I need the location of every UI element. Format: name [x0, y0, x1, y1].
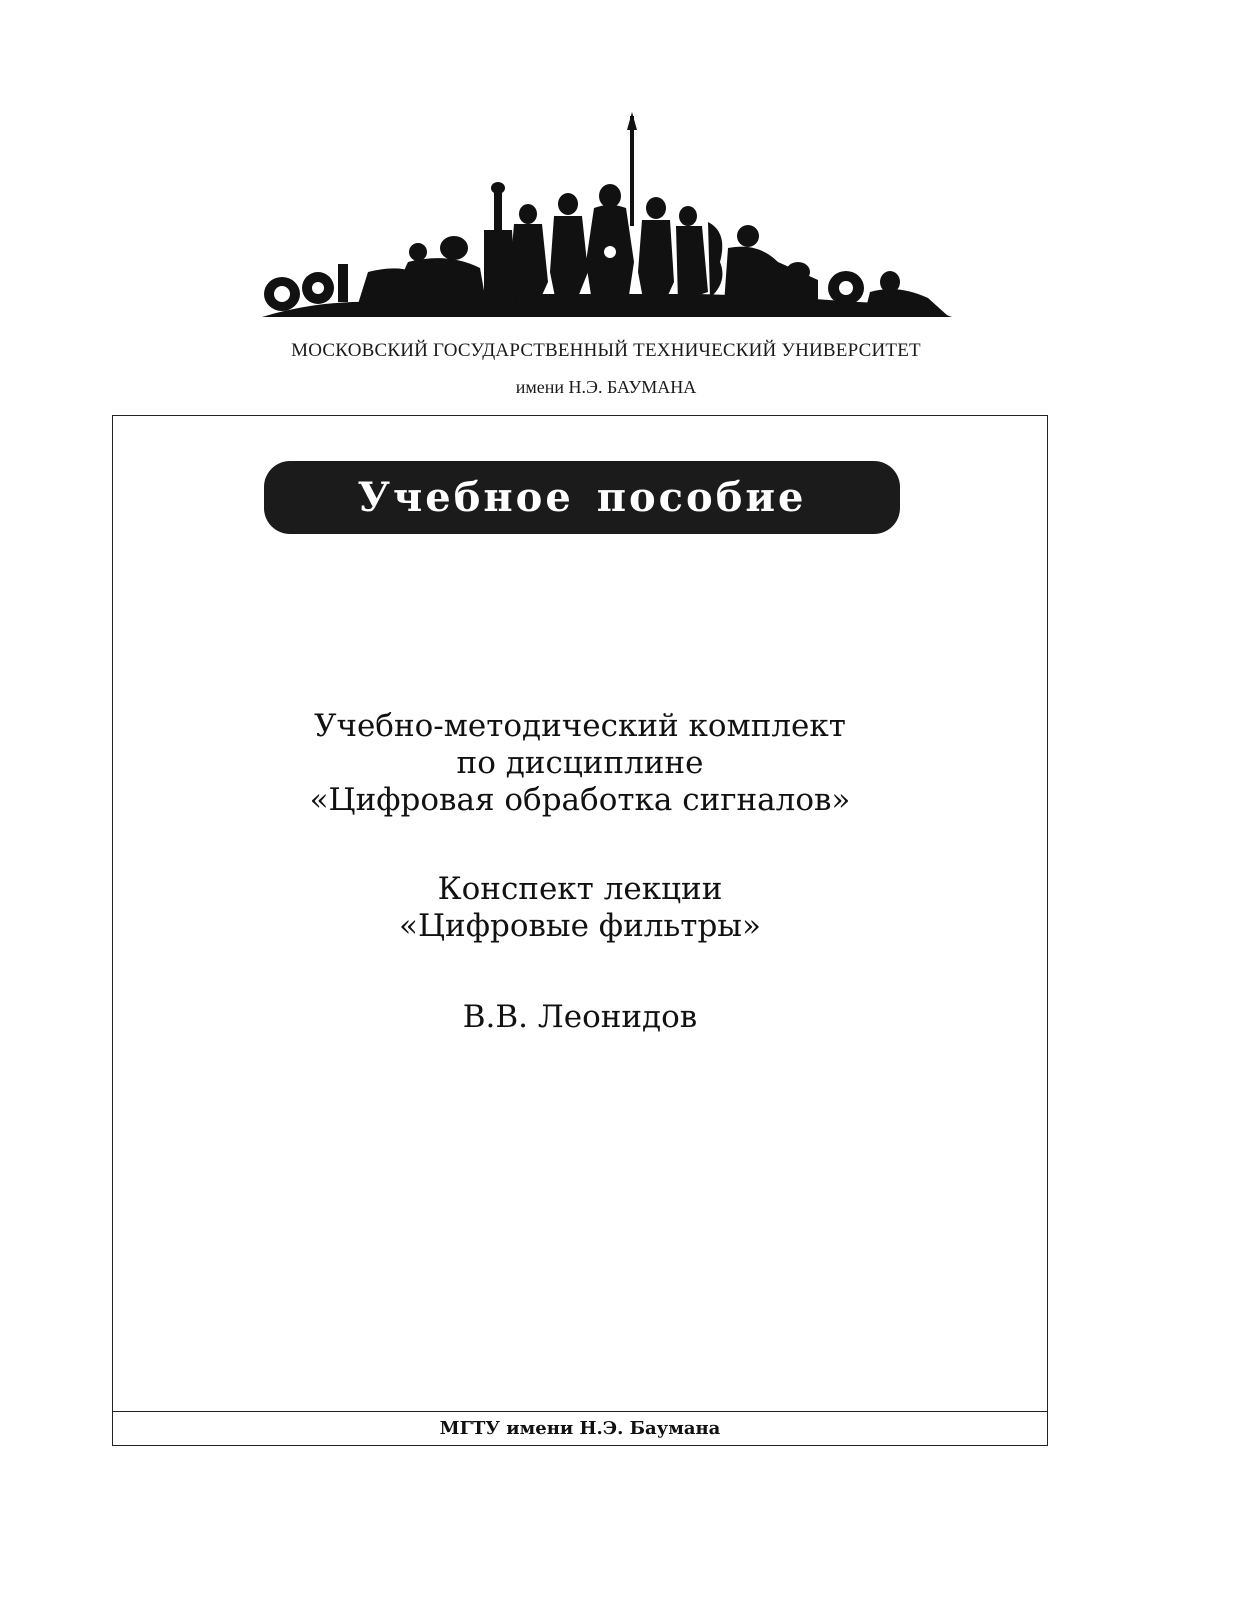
course-title-line: по дисциплине	[456, 745, 704, 781]
university-name: МОСКОВСКИЙ ГОСУДАРСТВЕННЫЙ ТЕХНИЧЕСКИЙ УНИВЕРСИТЕТ	[291, 340, 921, 361]
course-title-line: «Цифровая обработка сигналов»	[309, 782, 851, 818]
course-title-line: Учебно-методический комплект	[314, 708, 846, 744]
university-emblem-icon	[258, 112, 958, 327]
lecture-title	[112, 871, 1048, 945]
document-type-label: Учебное пособие	[357, 474, 807, 521]
lecture-title-line: «Цифровые фильтры»	[399, 908, 761, 944]
author-name	[112, 999, 1048, 1036]
course-title	[112, 708, 1048, 819]
lecture-title-line: Конспект лекции	[437, 871, 723, 907]
publisher-footer: МГТУ имени Н.Э. Баумана	[439, 1418, 721, 1439]
author-line: В.В. Леонидов	[462, 999, 698, 1035]
university-subtitle: имени Н.Э. БАУМАНА	[515, 377, 697, 397]
footer-divider	[112, 1411, 1048, 1412]
document-type-banner	[264, 461, 900, 534]
